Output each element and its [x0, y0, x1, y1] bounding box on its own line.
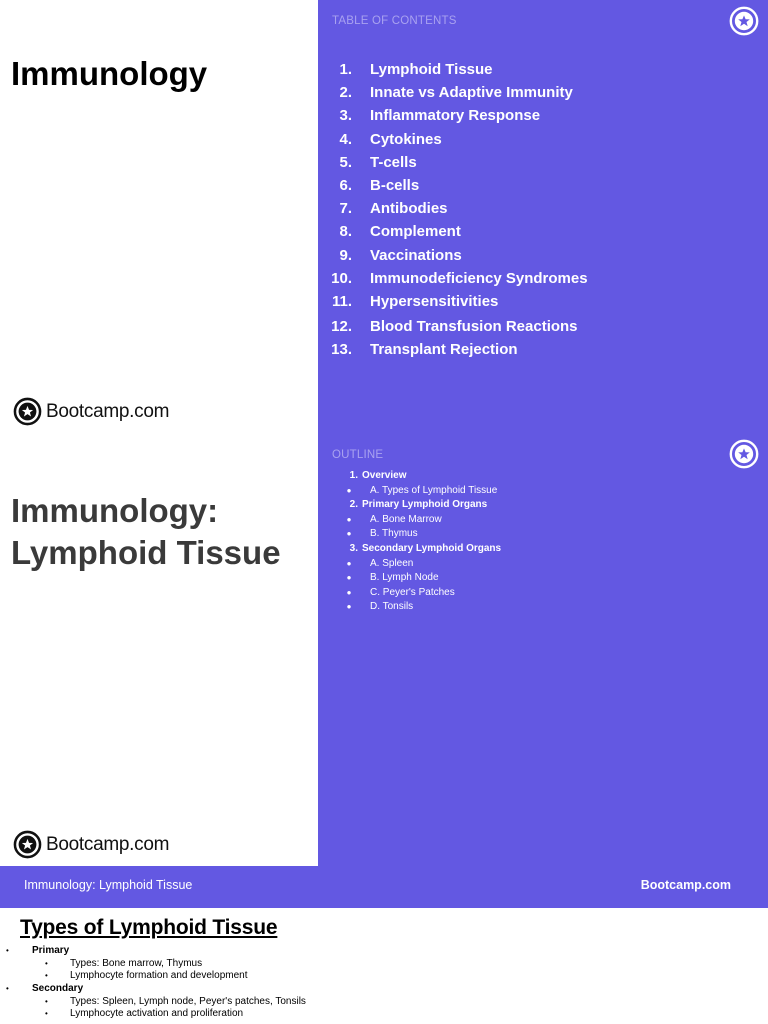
star-badge-icon: [729, 6, 759, 36]
bullet-text: Lymphocyte activation and proliferation: [70, 1008, 244, 1019]
toc-item[interactable]: [326, 151, 588, 174]
toc-label-text: Vaccinations: [370, 246, 462, 264]
bootcamp-star-logo-icon: [13, 397, 42, 426]
bullet-icon: ●: [346, 602, 352, 612]
outline-item[interactable]: [332, 556, 732, 570]
bullet-icon: •: [45, 1009, 48, 1018]
toc-label-text: Antibodies: [370, 200, 448, 218]
outline-label-text: B. Lymph Node: [370, 572, 439, 584]
toc-number: 2.: [339, 84, 352, 102]
slide3-heading: Types of Lymphoid Tissue: [20, 916, 278, 939]
toc-number: 3.: [339, 107, 352, 125]
bullet-icon: ●: [346, 587, 352, 597]
toc-label-text: Cytokines: [370, 130, 442, 148]
outline-label-text: Primary Lymphoid Organs: [362, 499, 488, 511]
bullet-text: Primary: [32, 945, 70, 956]
table-of-contents: [326, 58, 588, 361]
bullet-primary: [6, 945, 69, 956]
toc-number: 10.: [331, 269, 352, 287]
toc-number: 9.: [339, 246, 352, 264]
bullet-text: Secondary: [32, 983, 84, 994]
outline-item[interactable]: [332, 541, 732, 556]
toc-number: 7.: [339, 200, 352, 218]
outline-item[interactable]: [332, 585, 732, 599]
slide3-header-bar: [0, 866, 768, 908]
toc-item[interactable]: [326, 315, 588, 338]
toc-number: 5.: [339, 153, 352, 171]
bullet-text: Types: Spleen, Lymph node, Peyer's patches, Tonsils: [70, 996, 306, 1007]
outline-item[interactable]: [332, 468, 732, 483]
toc-label-text: T-cells: [370, 153, 417, 171]
bullet-icon: ●: [346, 573, 352, 583]
bootcamp-star-logo-icon: [13, 830, 42, 859]
outline-item[interactable]: [332, 497, 732, 512]
slide2-title: [11, 490, 281, 574]
bullet-text: Types: Bone marrow, Thymus: [70, 958, 203, 969]
toc-label: TABLE OF CONTENTS: [332, 15, 457, 27]
toc-item[interactable]: [326, 267, 588, 290]
bullet-sub: [45, 1008, 243, 1019]
toc-label-text: Lymphoid Tissue: [370, 61, 493, 79]
bootcamp-logo: [13, 830, 169, 859]
outline-label-text: D. Tonsils: [370, 601, 414, 613]
outline-marker: 3.: [349, 543, 358, 555]
bullet-icon: ●: [346, 529, 352, 539]
outline-marker: 1.: [349, 470, 358, 481]
slide3-header-title: Immunology: Lymphoid Tissue: [24, 878, 193, 892]
toc-number: 4.: [339, 130, 352, 148]
toc-item[interactable]: [326, 244, 588, 267]
star-badge-icon: [729, 439, 759, 469]
outline-label-text: C. Peyer's Patches: [370, 586, 455, 598]
toc-label-text: Transplant Rejection: [370, 341, 518, 359]
outline-label-text: A. Bone Marrow: [370, 514, 442, 526]
bullet-icon: •: [45, 959, 48, 968]
toc-item[interactable]: [326, 174, 588, 197]
bullet-icon: ●: [346, 558, 352, 568]
toc-item[interactable]: [326, 338, 588, 361]
outline-item[interactable]: [332, 527, 732, 541]
bullet-icon: ●: [346, 515, 352, 525]
toc-number: 6.: [339, 177, 352, 195]
toc-number: 1.: [339, 61, 352, 79]
outline-label: OUTLINE: [332, 449, 384, 461]
toc-item[interactable]: [326, 220, 588, 243]
bullet-icon: •: [6, 946, 9, 955]
toc-label-text: Inflammatory Response: [370, 107, 541, 125]
toc-number: 13.: [331, 341, 352, 359]
outline-label-text: Secondary Lymphoid Organs: [362, 543, 502, 555]
slide2-title-line1: Immunology:: [11, 492, 219, 529]
logo-wordmark: Bootcamp.com: [46, 833, 170, 855]
toc-label-text: Hypersensitivities: [370, 292, 499, 310]
logo-wordmark: Bootcamp.com: [46, 400, 170, 422]
toc-label-text: Innate vs Adaptive Immunity: [370, 84, 573, 102]
bullet-icon: •: [45, 997, 48, 1006]
bullet-icon: ●: [346, 485, 352, 495]
bullet-icon: •: [6, 984, 9, 993]
toc-item[interactable]: [326, 128, 588, 151]
outline-marker: 2.: [349, 499, 358, 511]
bullet-sub: [45, 958, 202, 969]
toc-item[interactable]: [326, 81, 588, 104]
toc-number: 12.: [331, 318, 352, 336]
outline-item[interactable]: [332, 599, 732, 613]
outline-label-text: Overview: [362, 470, 407, 481]
bullet-icon: •: [45, 971, 48, 980]
bullet-secondary: [6, 983, 83, 994]
bullet-sub: [45, 970, 248, 981]
toc-item[interactable]: [326, 197, 588, 220]
outline-item[interactable]: [332, 483, 732, 497]
toc-item[interactable]: [326, 58, 588, 81]
slide2-title-line2: Lymphoid Tissue: [11, 534, 281, 571]
toc-item[interactable]: [326, 104, 588, 127]
bullet-text: Lymphocyte formation and development: [70, 970, 248, 981]
slide3-header-site[interactable]: Bootcamp.com: [640, 878, 731, 892]
outline-label-text: A. Spleen: [370, 557, 414, 569]
toc-number: 11.: [331, 292, 352, 310]
outline-item[interactable]: [332, 512, 732, 526]
toc-label-text: B-cells: [370, 177, 420, 195]
outline-list: [332, 468, 732, 614]
outline-label-text: B. Thymus: [370, 528, 418, 540]
bootcamp-logo: [13, 397, 169, 426]
toc-number: 8.: [339, 223, 352, 241]
bullet-sub: [45, 996, 306, 1007]
outline-label-text: A. Types of Lymphoid Tissue: [370, 484, 498, 496]
outline-item[interactable]: [332, 571, 732, 585]
slide1-title: Immunology: [11, 55, 208, 92]
toc-label-text: Complement: [370, 223, 461, 241]
toc-label-text: Immunodeficiency Syndromes: [370, 269, 588, 287]
toc-label-text: Blood Transfusion Reactions: [370, 318, 578, 336]
toc-item[interactable]: [326, 290, 588, 313]
